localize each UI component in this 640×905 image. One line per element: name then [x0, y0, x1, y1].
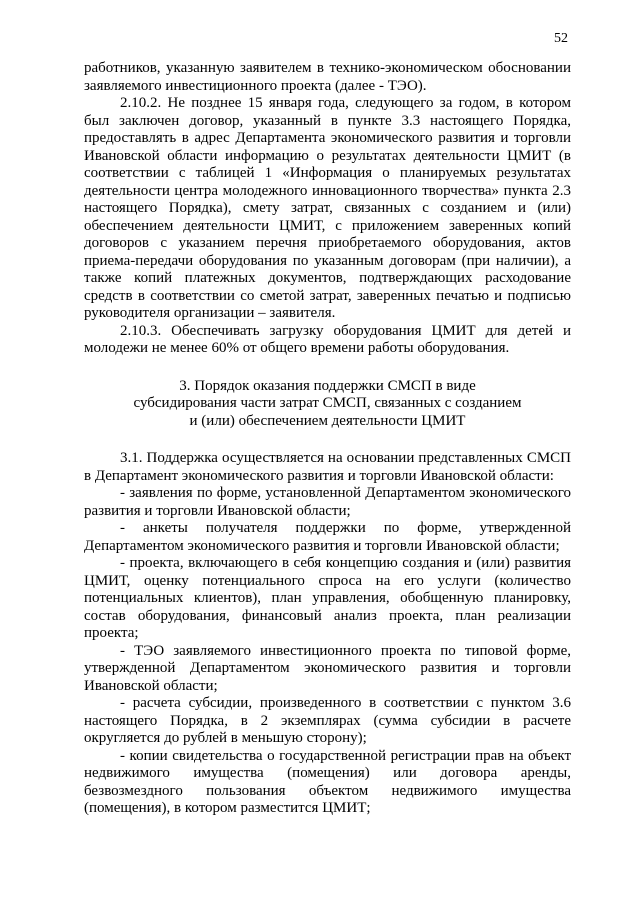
list-item-application: - заявления по форме, установленной Департаментом экономического развития и торговли Ивановской области;: [84, 485, 571, 519]
page-number: 52: [554, 31, 568, 46]
paragraph-continuation: работников, указанную заявителем в технико-экономическом обосновании заявляемого инвестиционного проекта (далее - ТЭО).: [84, 60, 571, 94]
paragraph-3-1: 3.1. Поддержка осуществляется на основании представленных СМСП в Департамент экономического развития и торговли Ивановской области:: [84, 450, 571, 484]
list-item-subsidy-calculation: - расчета субсидии, произведенного в соответствии с пунктом 3.6 настоящего Порядка, в 2 экземплярах (сумма субсидии в расчете округляется до рублей в меньшую сторону);: [84, 695, 571, 746]
list-item-feasibility-study: - ТЭО заявляемого инвестиционного проекта по типовой форме, утвержденной Департаментом экономического развития и торговли Ивановской области;: [84, 642, 571, 694]
section-heading-line: и (или) обеспечением деятельности ЦМИТ: [189, 412, 466, 429]
section-heading: [84, 378, 571, 431]
paragraph-2-10-2: 2.10.2. Не позднее 15 января года, следующего за годом, в котором был заключен договор, указанный в пункте 3.3 настоящего Порядка, предоставлять в адрес Департамента экономического развития и торговли Ивановской области информацию о результатах деятельности ЦМИТ (в соответствии с таблицей 1 «Информация о планируемых результатах деятельности центра молодежного инновационного творчества» пункта 2.3 настоящего Порядка), смету затрат, связанных с созданием и (или) обеспечением деятельности ЦМИТ, с приложением заверенных копий договоров с указанием перечня приобретаемого оборудования, актов приема-передачи оборудования по указанным договорам (при наличии), а также копий платежных документов, подтверждающих расходование средств в соответствии со сметой затрат, заверенных печатью и подписью руководителя организации – заявителя.: [84, 95, 571, 321]
list-item-questionnaire: - анкеты получателя поддержки по форме, утвержденной Департаментом экономического развития и торговли Ивановской области;: [84, 520, 571, 554]
section-heading-line: 3. Порядок оказания поддержки СМСП в виде: [179, 377, 476, 394]
document-body: [84, 60, 571, 818]
list-item-property-certificate: - копии свидетельства о государственной регистрации прав на объект недвижимого имущества (помещения) или договора аренды, безвозмездного пользования объектом недвижимого имущества (помещения), в котором разместится ЦМИТ;: [84, 747, 571, 816]
paragraph-2-10-3: 2.10.3. Обеспечивать загрузку оборудования ЦМИТ для детей и молодежи не менее 60% от общего времени работы оборудования.: [84, 322, 571, 356]
section-heading-line: субсидирования части затрат СМСП, связанных с созданием: [133, 395, 522, 411]
list-item-project: - проекта, включающего в себя концепцию создания и (или) развития ЦМИТ, оценку потенциального спроса на его услуги (количество потенциальных клиентов), план управления, обобщенную планировку, состав оборудования, финансовый анализ проекта, план реализации проекта;: [84, 555, 571, 641]
